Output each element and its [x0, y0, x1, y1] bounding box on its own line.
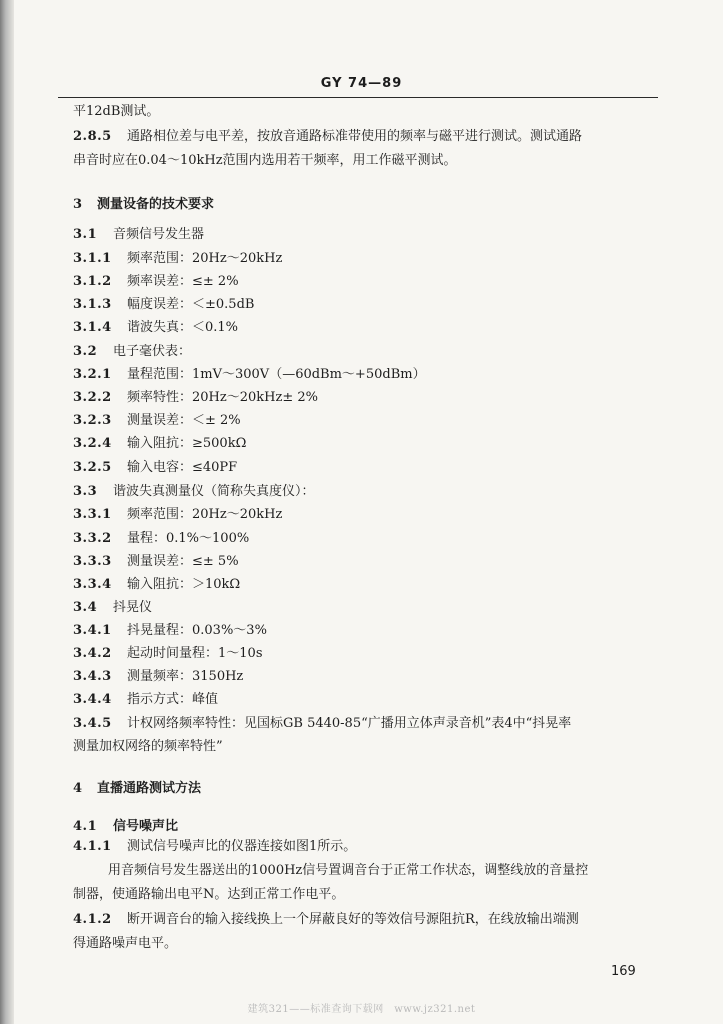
text-line: 制器，使通路输出电平N。达到正常工作电平。 [73, 887, 345, 902]
clause-3-1-4: 3.1.4 谐波失真：＜0.1% [73, 320, 239, 335]
paragraph-line: 用音频信号发生器送出的1000Hz信号置调音台于正常工作状态，调整线放的音量控 [108, 863, 589, 878]
clause-3-1-1: 3.1.1 频率范围：20Hz～20kHz [73, 251, 283, 266]
clause-3-4-4: 3.4.4 指示方式：峰值 [73, 692, 219, 707]
text-line: 平12dB测试。 [73, 104, 160, 119]
clause-3-4-3: 3.4.3 测量频率：3150Hz [73, 669, 244, 684]
clause-3-2-3: 3.2.3 测量误差：＜± 2% [73, 413, 241, 428]
scan-edge-shadow [0, 0, 14, 1024]
clause-3-2: 3.2 电子毫伏表： [73, 344, 192, 359]
clause-4-1-1: 4.1.1 测试信号噪声比的仪器连接如图1所示。 [73, 839, 357, 854]
clause-3-2-4: 3.2.4 输入阻抗：≥500kΩ [73, 436, 247, 451]
clause-3-4: 3.4 抖晃仪 [73, 600, 153, 615]
clause-3-1-2: 3.1.2 频率误差：≤± 2% [73, 274, 239, 289]
standard-code: GY 74—89 [320, 76, 403, 91]
clause-3-2-5: 3.2.5 输入电容：≤40PF [73, 460, 238, 475]
clause-3-4-1: 3.4.1 抖晃量程：0.03%～3% [73, 623, 267, 638]
clause-3-1: 3.1 音频信号发生器 [73, 227, 205, 242]
clause-3-3-3: 3.3.3 测量误差：≤± 5% [73, 554, 239, 569]
text-line: 串音时应在0.04～10kHz范围内选用若干频率，用工作磁平测试。 [73, 153, 457, 168]
clause-2-8-5: 2.8.5 通路相位差与电平差，按放音通路标准带使用的频率与磁平进行测试。测试通路 [73, 129, 583, 144]
clause-4-1-2: 4.1.2 断开调音台的输入接线换上一个屏蔽良好的等效信号源阻抗R，在线放输出端测 [73, 912, 579, 927]
clause-3-3: 3.3 谐波失真测量仪（简称失真度仪）： [73, 484, 315, 499]
clause-3-2-2: 3.2.2 频率特性：20Hz～20kHz± 2% [73, 390, 318, 405]
clause-3-3-1: 3.3.1 频率范围：20Hz～20kHz [73, 507, 283, 522]
clause-3-4-2: 3.4.2 起动时间量程：1～10s [73, 646, 263, 661]
clause-3-2-1: 3.2.1 量程范围：1mV～300V（—60dBm～+50dBm） [73, 367, 426, 382]
clause-3-4-5: 3.4.5 计权网络频率特性：见国标GB 5440-85“广播用立体声录音机”表4中“抖晃率 [73, 716, 572, 731]
watermark: 建筑321——标准查询下载网 www.jz321.net [247, 1004, 476, 1015]
text-line: 得通路噪声电平。 [73, 936, 178, 951]
clause-3-3-2: 3.3.2 量程：0.1%～100% [73, 531, 250, 546]
clause-3-3-4: 3.3.4 输入阻抗：＞10kΩ [73, 577, 241, 592]
text-line: 测量加权网络的频率特性” [73, 739, 223, 754]
section-3-heading: 3 测量设备的技术要求 [73, 197, 215, 212]
clause-3-1-3: 3.1.3 幅度误差：＜±0.5dB [73, 297, 255, 312]
header-rule [58, 97, 658, 98]
clause-4-1: 4.1 信号噪声比 [73, 819, 179, 834]
section-4-heading: 4 直播通路测试方法 [73, 781, 202, 796]
page-number: 169 [611, 964, 636, 979]
